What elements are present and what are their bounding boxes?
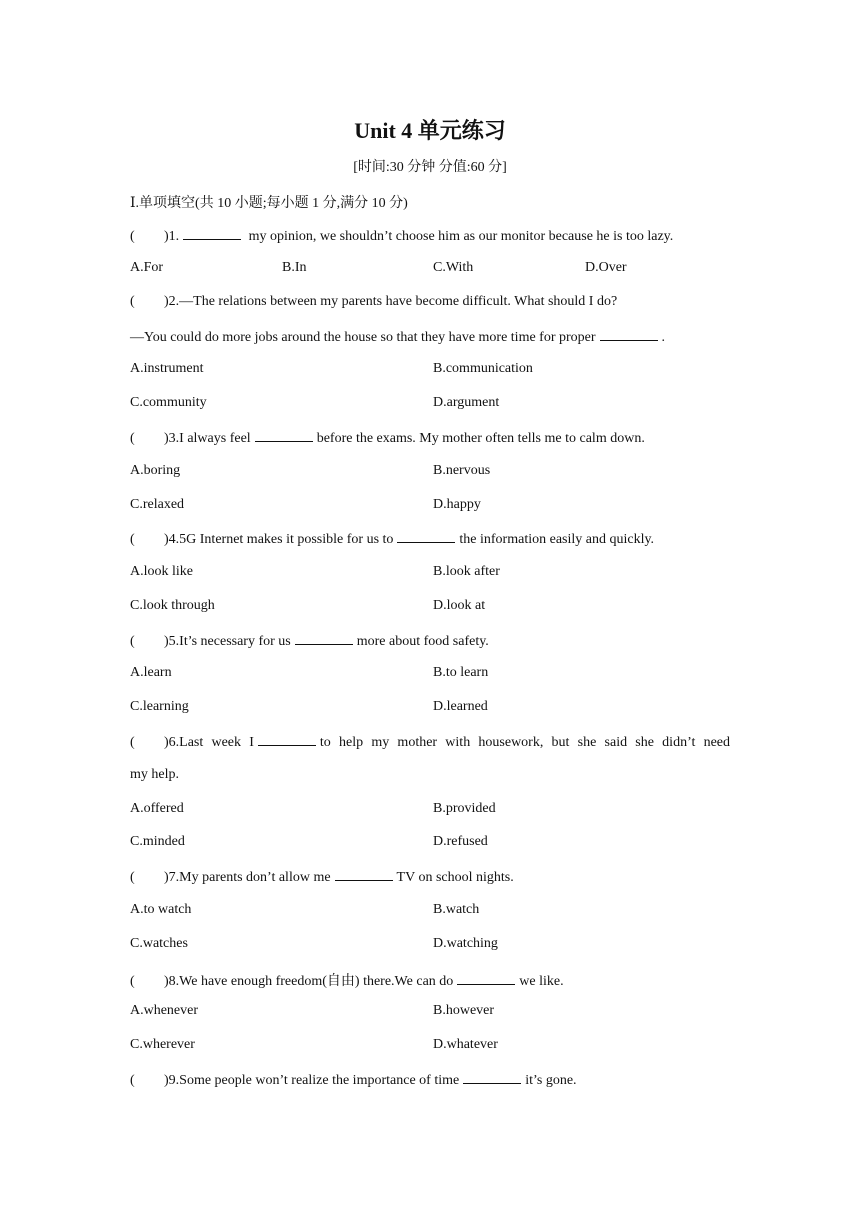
q1-option-a[interactable]: A.For bbox=[130, 260, 164, 275]
q3-option-c[interactable]: C.relaxed bbox=[130, 497, 185, 512]
answer-blank[interactable] bbox=[255, 429, 313, 442]
answer-blank[interactable] bbox=[397, 530, 455, 543]
question-4: ( )4.5G Internet makes it possible for us to the information easily and quickly. bbox=[130, 532, 655, 547]
q8-option-a[interactable]: A.whenever bbox=[130, 1003, 199, 1018]
q1-option-c[interactable]: C.With bbox=[433, 260, 474, 275]
question-8: ( )8.We have enough freedom(自由) there.We can do we like. bbox=[130, 974, 564, 989]
page-title: Unit 4 单元练习 bbox=[354, 118, 506, 143]
question-6: ( )6.Last week I to help my mother with housework, but she said she didn’t need bbox=[130, 735, 731, 750]
q1-option-b[interactable]: B.In bbox=[282, 260, 307, 275]
q8-option-d[interactable]: D.whatever bbox=[433, 1037, 498, 1052]
question-5: ( )5.It’s necessary for us more about food safety. bbox=[130, 634, 489, 649]
q2-option-c[interactable]: C.community bbox=[130, 395, 207, 410]
q5-option-d[interactable]: D.learned bbox=[433, 699, 488, 714]
q3-option-a[interactable]: A.boring bbox=[130, 463, 181, 478]
answer-blank[interactable] bbox=[600, 328, 658, 341]
q4-option-b[interactable]: B.look after bbox=[433, 564, 500, 579]
q5-option-a[interactable]: A.learn bbox=[130, 665, 172, 680]
q2-option-b[interactable]: B.communication bbox=[433, 361, 533, 376]
question-1: ( )1. my opinion, we shouldn’t choose him as our monitor because he is too lazy. bbox=[130, 229, 674, 244]
q4-option-c[interactable]: C.look through bbox=[130, 598, 215, 613]
q4-option-a[interactable]: A.look like bbox=[130, 564, 193, 579]
answer-blank[interactable] bbox=[457, 972, 515, 985]
answer-blank[interactable] bbox=[183, 227, 241, 240]
q7-option-a[interactable]: A.to watch bbox=[130, 902, 192, 917]
q6-option-c[interactable]: C.minded bbox=[130, 834, 185, 849]
q4-option-d[interactable]: D.look at bbox=[433, 598, 486, 613]
q3-option-d[interactable]: D.happy bbox=[433, 497, 481, 512]
q7-option-d[interactable]: D.watching bbox=[433, 936, 498, 951]
q8-option-b[interactable]: B.however bbox=[433, 1003, 495, 1018]
question-7: ( )7.My parents don’t allow me TV on school nights. bbox=[130, 870, 514, 885]
time-score-info: [时间:30 分钟 分值:60 分] bbox=[353, 160, 507, 175]
q5-option-c[interactable]: C.learning bbox=[130, 699, 189, 714]
q1-option-d[interactable]: D.Over bbox=[585, 260, 627, 275]
answer-blank[interactable] bbox=[258, 733, 316, 746]
question-2-line-2: —You could do more jobs around the house so that they have more time for proper . bbox=[130, 330, 666, 345]
answer-blank[interactable] bbox=[295, 632, 353, 645]
answer-blank[interactable] bbox=[335, 868, 393, 881]
q3-option-b[interactable]: B.nervous bbox=[433, 463, 491, 478]
question-9: ( )9.Some people won’t realize the importance of time it’s gone. bbox=[130, 1073, 577, 1088]
q2-option-a[interactable]: A.instrument bbox=[130, 361, 204, 376]
question-6-line-2: my help. bbox=[130, 767, 179, 782]
answer-blank[interactable] bbox=[463, 1071, 521, 1084]
question-3: ( )3.I always feel before the exams. My mother often tells me to calm down. bbox=[130, 431, 645, 446]
question-2: ( )2.—The relations between my parents have become difficult. What should I do? bbox=[130, 294, 618, 309]
section-header: Ⅰ.单项填空(共 10 小题;每小题 1 分,满分 10 分) bbox=[130, 196, 408, 211]
q6-option-a[interactable]: A.offered bbox=[130, 801, 184, 816]
q6-option-b[interactable]: B.provided bbox=[433, 801, 496, 816]
q5-option-b[interactable]: B.to learn bbox=[433, 665, 489, 680]
q7-option-b[interactable]: B.watch bbox=[433, 902, 480, 917]
q6-option-d[interactable]: D.refused bbox=[433, 834, 488, 849]
q2-option-d[interactable]: D.argument bbox=[433, 395, 500, 410]
q7-option-c[interactable]: C.watches bbox=[130, 936, 188, 951]
q8-option-c[interactable]: C.wherever bbox=[130, 1037, 195, 1052]
